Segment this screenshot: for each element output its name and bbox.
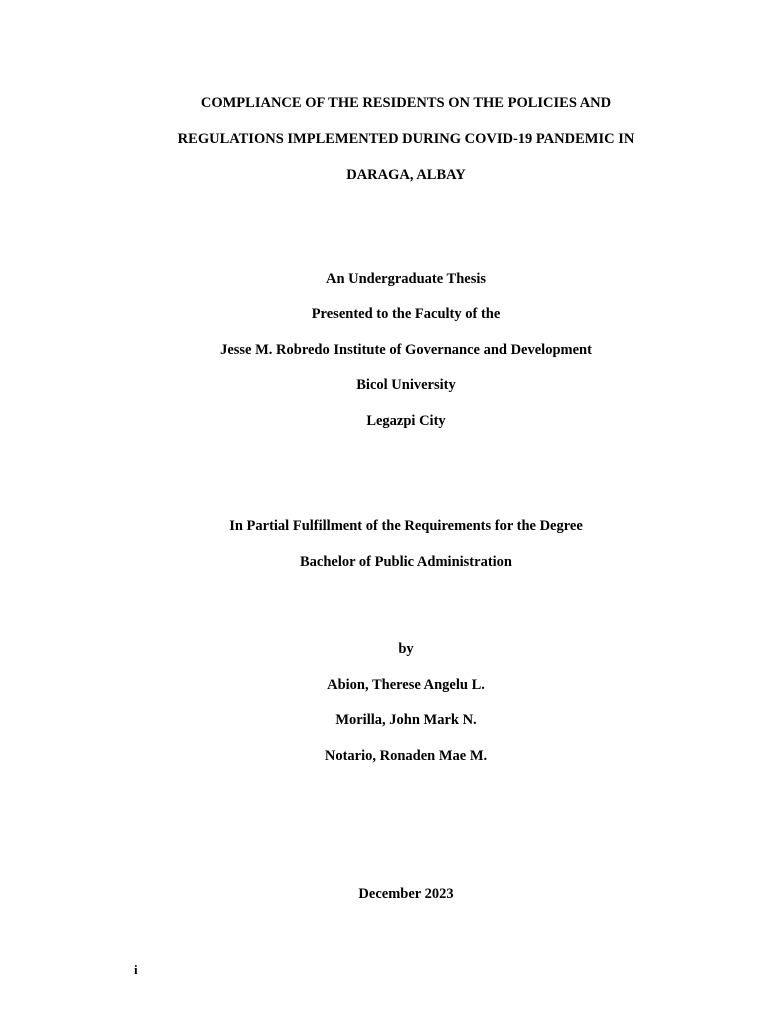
- submission-date: December 2023: [358, 886, 454, 902]
- page-number: i: [134, 962, 138, 977]
- title-line-1: COMPLIANCE OF THE RESIDENTS ON THE POLICIES AND: [200, 95, 612, 111]
- presented-to: Presented to the Faculty of the: [311, 306, 501, 322]
- thesis-type: An Undergraduate Thesis: [325, 271, 487, 287]
- author-name: Morilla, John Mark N.: [335, 712, 477, 728]
- city-name: Legazpi City: [366, 413, 446, 429]
- university-name: Bicol University: [356, 377, 456, 393]
- fulfillment-statement: In Partial Fulfillment of the Requirements for the Degree: [229, 518, 583, 534]
- degree-name: Bachelor of Public Administration: [299, 554, 512, 570]
- title-line-2: REGULATIONS IMPLEMENTED DURING COVID-19 PANDEMIC IN: [177, 131, 635, 147]
- title-line-3: DARAGA, ALBAY: [346, 167, 466, 183]
- by-label: by: [398, 641, 414, 657]
- institute-name: Jesse M. Robredo Institute of Governance and Development: [220, 342, 592, 358]
- author-name: Abion, Therese Angelu L.: [327, 677, 485, 693]
- author-name: Notario, Ronaden Mae M.: [324, 748, 488, 764]
